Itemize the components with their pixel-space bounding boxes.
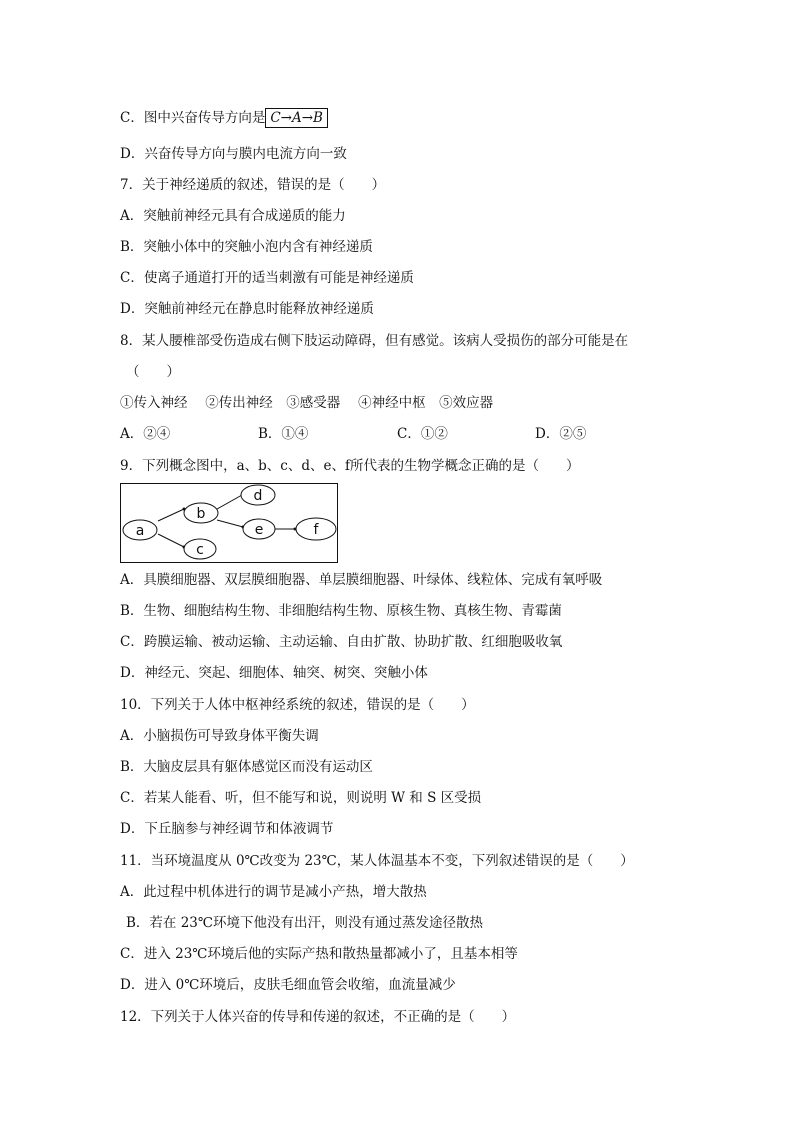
option-d-q6: D．兴奋传导方向与膜内电流方向一致 [120, 146, 347, 162]
q7-option-d: D．突触前神经元在静息时能释放神经递质 [120, 301, 374, 317]
label-c: c [196, 542, 204, 558]
q7-option-a: A．突触前神经元具有合成递质的能力 [120, 208, 346, 224]
label-f: f [313, 522, 319, 538]
q7-option-c: C．使离子通道打开的适当刺激有可能是神经递质 [120, 270, 414, 286]
edge-b-d [217, 495, 242, 509]
q9-option-a: A．具膜细胞器、双层膜细胞器、单层膜细胞器、叶绿体、线粒体、完成有氧呼吸 [120, 572, 603, 588]
q10-option-b: B．大脑皮层具有躯体感觉区而没有运动区 [120, 759, 373, 775]
question-8: 8．某人腰椎部受伤造成右侧下肢运动障碍，但有感觉。该病人受损伤的部分可能是在 [120, 333, 629, 349]
question-10: 10．下列关于人体中枢神经系统的叙述，错误的是（ ） [120, 697, 475, 713]
q8-option-b: B．①④ [258, 426, 309, 442]
q7-option-b: B．突触小体中的突触小泡内含有神经递质 [120, 239, 373, 255]
question-7: 7．关于神经递质的叙述，错误的是（ ） [120, 177, 386, 193]
edge-a-b [158, 509, 184, 521]
formula-box: C→A→B [265, 108, 328, 128]
q8-items: ①传入神经 ②传出神经 ③感受器 ④神经中枢 ⑤效应器 [120, 395, 494, 411]
question-12: 12．下列关于人体兴奋的传导和传递的叙述，不正确的是（ ） [120, 1009, 516, 1025]
q8-option-a: A．②④ [120, 426, 171, 442]
q8-paren: （ ） [126, 364, 180, 380]
q11-option-a: A．此过程中机体进行的调节是减小产热，增大散热 [120, 884, 427, 900]
edge-b-e [217, 520, 243, 527]
question-9: 9．下列概念图中，a、b、c、d、e、f所代表的生物学概念正确的是（ ） [120, 458, 580, 474]
q10-option-a: A．小脑损伤可导致身体平衡失调 [120, 728, 319, 744]
q11-option-b: B．若在 23℃环境下他没有出汗，则没有通过蒸发途径散热 [126, 915, 483, 931]
q9-option-c: C．跨膜运输、被动运输、主动运输、自由扩散、协助扩散、红细胞吸收氧 [120, 634, 563, 650]
q11-option-d: D．进入 0℃环境后，皮肤毛细血管会收缩，血流量减少 [120, 977, 456, 993]
q10-option-c: C．若某人能看、听，但不能写和说，则说明 W 和 S 区受损 [120, 790, 482, 806]
q11-option-c: C．进入 23℃环境后他的实际产热和散热量都减小了，且基本相等 [120, 946, 518, 962]
q8-option-c: C．①② [397, 426, 448, 442]
label-e: e [254, 522, 264, 538]
label-d: d [253, 488, 263, 504]
option-text: C．图中兴奋传导方向是 [120, 110, 266, 126]
concept-diagram [120, 483, 338, 563]
question-11: 11．当环境温度从 0℃改变为 23℃，某人体温基本不变，下列叙述错误的是（ ） [120, 853, 634, 869]
label-b: b [196, 506, 206, 522]
q9-option-d: D．神经元、突起、细胞体、轴突、树突、突触小体 [120, 665, 428, 681]
label-a: a [135, 523, 145, 539]
edge-a-c [158, 534, 184, 547]
q8-option-d: D．②⑤ [535, 426, 587, 442]
option-c-q6 [120, 108, 328, 128]
q10-option-d: D．下丘脑参与神经调节和体液调节 [120, 821, 334, 837]
q9-option-b: B．生物、细胞结构生物、非细胞结构生物、原核生物、真核生物、青霉菌 [120, 603, 562, 619]
